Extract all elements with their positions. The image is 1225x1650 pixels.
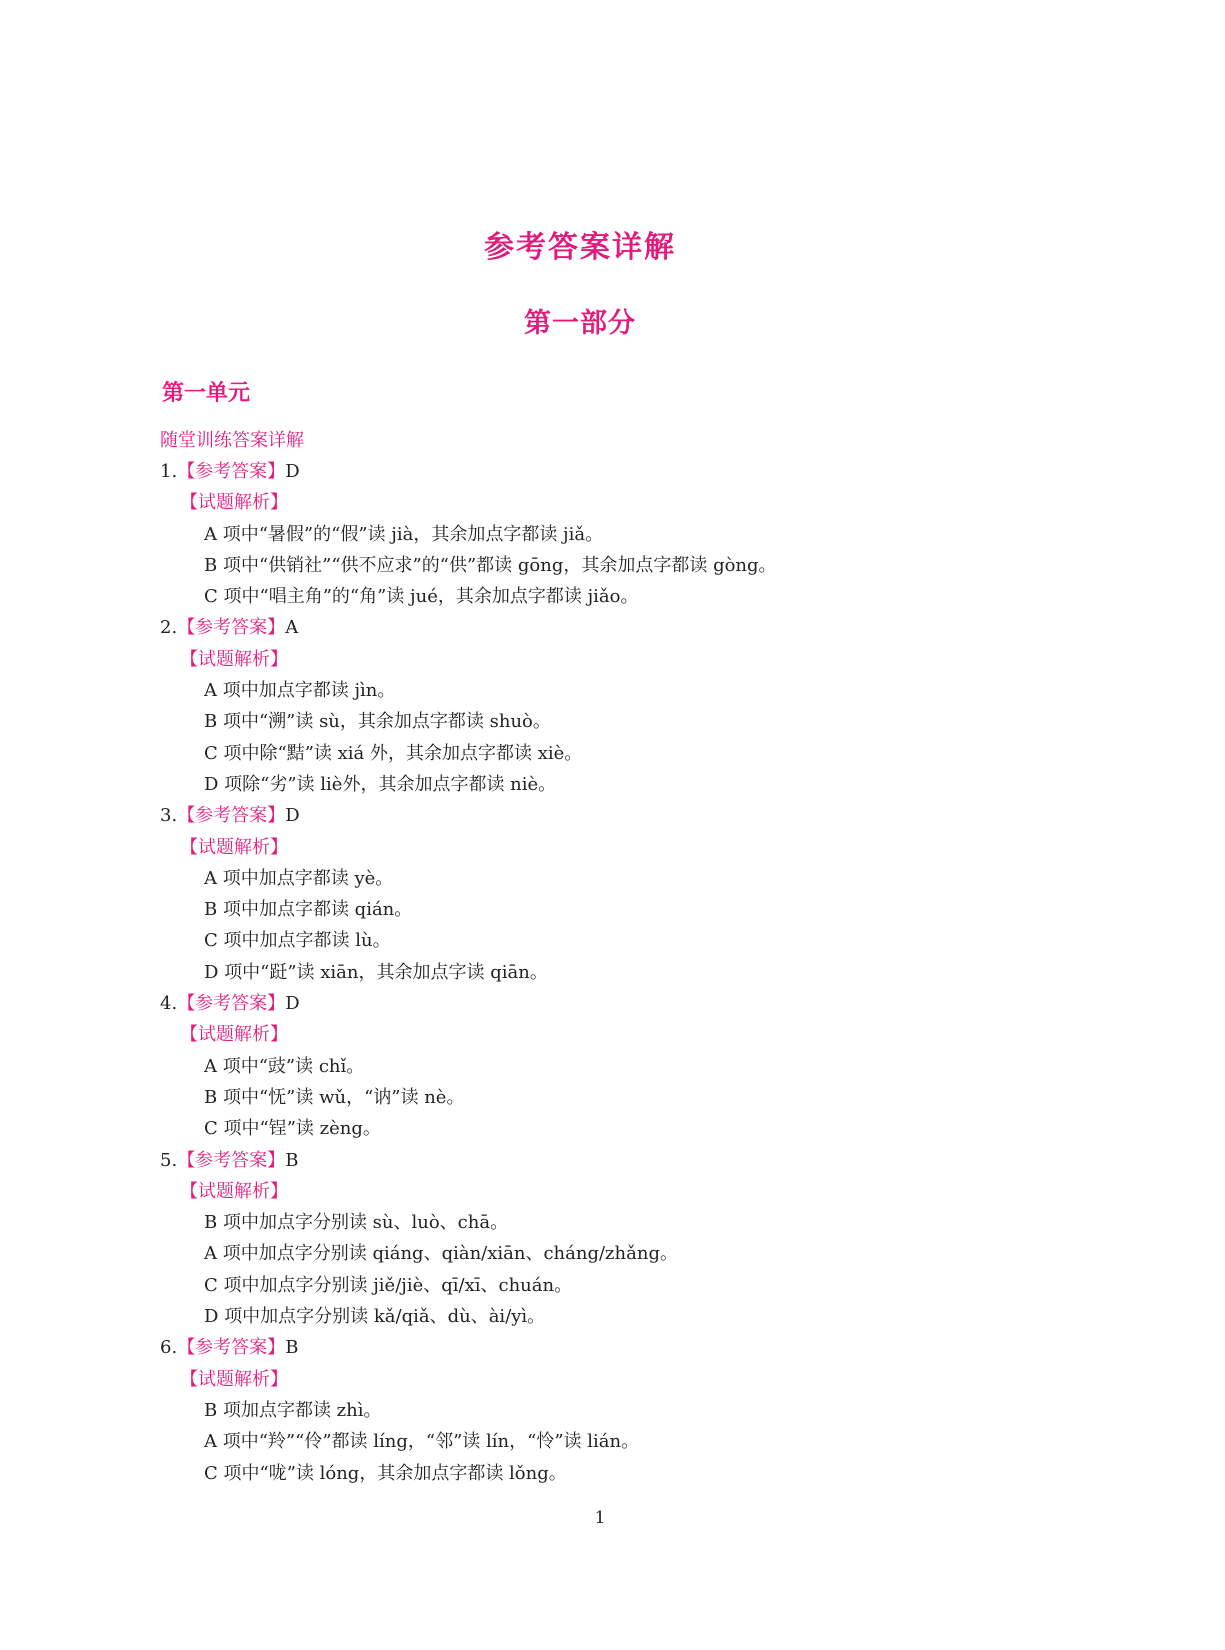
question-answer-line [160,456,1060,487]
question-number: 1. [160,461,178,482]
question-number: 4. [160,993,178,1015]
explanation-line: A 项中加点字都读 yè。 [204,867,394,889]
part-title: 第一部分 [524,308,636,339]
explanation-line: A 项中“豉”读 chǐ。 [204,1055,365,1077]
answer-value: B [285,1337,299,1359]
answer-value: D [285,993,300,1015]
answer-body [160,425,1060,1489]
question-item [160,1145,1060,1333]
explanation-line: B 项中“溯”读 sù，其余加点字都读 shuò。 [204,711,551,733]
answer-value: D [285,461,300,482]
question-list [160,456,1060,1489]
explanation-line: D 项中“跹”读 xiān，其余加点字读 qiān。 [204,961,548,983]
answer-tag: 【参考答案】 [177,993,286,1015]
question-item [160,612,1060,800]
question-item [160,456,1060,612]
answer-tag: 【参考答案】 [177,805,286,827]
page-title: 参考答案详解 [484,230,676,265]
explanation-line: A 项中加点字都读 jìn。 [204,680,396,702]
explanation-line: C 项中加点字都读 lù。 [204,930,391,952]
explanation-line: B 项中“怃”读 wǔ，“讷”读 nè。 [204,1086,465,1108]
explanation-line: D 项除“劣”读 liè外，其余加点字都读 niè。 [204,773,557,795]
answer-tag: 【参考答案】 [177,617,286,639]
analysis-tag: 【试题解析】 [180,836,288,858]
explanation-line: A 项中“羚”“伶”都读 líng，“邻”读 lín，“怜”读 lián。 [204,1431,640,1453]
question-answer-line [160,612,1060,643]
explanation-line: B 项中“供销社”“供不应求”的“供”都读 gōng，其余加点字都读 gòng。 [204,554,777,576]
question-item [160,1332,1060,1488]
question-answer-line [160,1332,1060,1363]
explanation-line: B 项加点字都读 zhì。 [204,1399,382,1421]
explanation-line: C 项中加点字分别读 jiě/jiè、qī/xī、chuán。 [204,1274,573,1296]
question-number: 6. [160,1337,178,1359]
explanation-line: A 项中“暑假”的“假”读 jià，其余加点字都读 jiǎ。 [204,523,604,545]
question-item [160,988,1060,1144]
question-number: 5. [160,1149,178,1171]
explanation-line: A 项中加点字分别读 qiáng、qiàn/xiān、cháng/zhǎng。 [204,1243,678,1265]
section-title: 随堂训练答案详解 [160,430,304,451]
answer-tag: 【参考答案】 [177,1149,286,1171]
explanation-line: C 项中“锃”读 zèng。 [204,1118,381,1140]
analysis-tag: 【试题解析】 [180,1024,288,1046]
explanation-line: C 项中除“黠”读 xiá 外，其余加点字都读 xiè。 [204,742,583,764]
answer-tag: 【参考答案】 [177,461,286,482]
page-number: 1 [594,1508,606,1528]
analysis-tag: 【试题解析】 [180,492,288,514]
explanation-line: B 项中加点字分别读 sù、luò、chā。 [204,1212,509,1234]
analysis-tag: 【试题解析】 [180,648,288,670]
explanation-line: C 项中“唱主角”的“角”读 jué，其余加点字都读 jiǎo。 [204,586,639,608]
question-answer-line [160,1145,1060,1176]
answer-value: B [285,1149,299,1171]
explanation-line: C 项中“咙”读 lóng，其余加点字都读 lǒng。 [204,1462,567,1484]
question-answer-line [160,800,1060,831]
question-number: 2. [160,617,178,639]
answer-value: D [285,805,300,827]
unit-title: 第一单元 [162,380,251,406]
answer-tag: 【参考答案】 [177,1337,286,1359]
explanation-line: B 项中加点字都读 qián。 [204,899,413,921]
analysis-tag: 【试题解析】 [180,1180,288,1202]
answer-value: A [285,617,299,639]
analysis-tag: 【试题解析】 [180,1368,288,1390]
question-number: 3. [160,805,178,827]
question-answer-line [160,988,1060,1019]
question-item [160,800,1060,988]
explanation-line: D 项中加点字分别读 kǎ/qiǎ、dù、ài/yì。 [204,1306,546,1328]
